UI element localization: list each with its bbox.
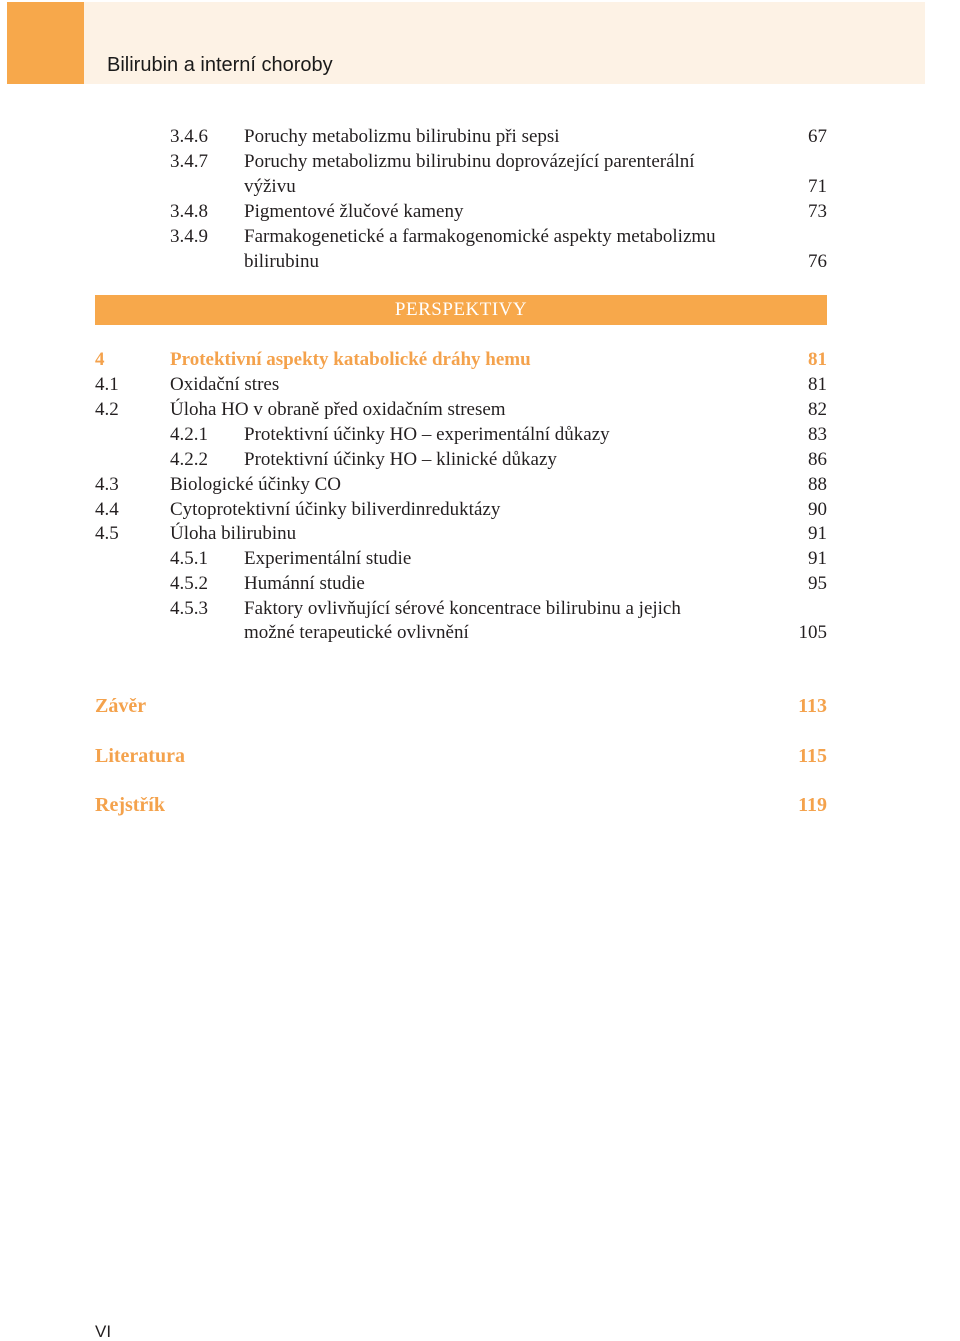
toc-entry-conclusion[interactable] bbox=[95, 693, 827, 719]
toc-page: 95 bbox=[808, 573, 827, 594]
toc-number: 4.1 bbox=[95, 374, 119, 395]
toc-page: 105 bbox=[798, 622, 827, 643]
toc-number: 3.4.8 bbox=[170, 201, 208, 222]
toc-number: 4.2.2 bbox=[170, 449, 208, 470]
toc-entry-index[interactable] bbox=[95, 792, 827, 818]
toc-number: 4.2 bbox=[95, 399, 119, 420]
toc-title: Protektivní aspekty katabolické dráhy hemu bbox=[170, 349, 531, 370]
toc-title: Protektivní účinky HO – klinické důkazy bbox=[244, 449, 557, 470]
toc-title: Závěr bbox=[95, 695, 147, 717]
toc-entry-3-4-7-continued[interactable] bbox=[95, 174, 827, 199]
toc-entry-4-5-2[interactable] bbox=[95, 571, 827, 596]
toc-page: 73 bbox=[808, 201, 827, 222]
toc-entry-3-4-9[interactable] bbox=[95, 224, 827, 249]
toc-title: Poruchy metabolizmu bilirubinu doprovázející parenterální bbox=[244, 151, 695, 172]
toc-page: 67 bbox=[808, 126, 827, 147]
toc-number: 3.4.7 bbox=[170, 151, 208, 172]
toc-page: 86 bbox=[808, 449, 827, 470]
toc-number: 3.4.6 bbox=[170, 126, 208, 147]
toc-number: 4.4 bbox=[95, 499, 119, 520]
toc-number: 4.5.1 bbox=[170, 548, 208, 569]
toc-entry-3-4-9-continued[interactable] bbox=[95, 249, 827, 274]
toc-page: 82 bbox=[808, 399, 827, 420]
toc-page: 81 bbox=[808, 374, 827, 395]
toc-entry-4-2-2[interactable] bbox=[95, 447, 827, 472]
toc-page: 71 bbox=[808, 176, 827, 197]
toc-page: 88 bbox=[808, 474, 827, 495]
toc-entry-4-5-3[interactable] bbox=[95, 596, 827, 621]
toc-entry-literature[interactable] bbox=[95, 743, 827, 769]
toc-number: 4.5.2 bbox=[170, 573, 208, 594]
toc-entry-3-4-8[interactable] bbox=[95, 199, 827, 224]
toc-entry-4-1[interactable] bbox=[95, 372, 827, 397]
toc-title: možné terapeutické ovlivnění bbox=[244, 622, 469, 643]
toc-number: 3.4.9 bbox=[170, 226, 208, 247]
part-heading: PERSPEKTIVY bbox=[95, 295, 827, 325]
toc-title: Humánní studie bbox=[244, 573, 365, 594]
toc-title: Farmakogenetické a farmakogenomické aspekty metabolizmu bbox=[244, 226, 716, 247]
toc-title: Literatura bbox=[95, 745, 185, 767]
toc-entry-3-4-7[interactable] bbox=[95, 149, 827, 174]
page-number: VI bbox=[95, 1322, 112, 1341]
toc-title: Faktory ovlivňující sérové koncentrace bilirubinu a jejich bbox=[244, 598, 681, 619]
toc-page: 91 bbox=[808, 548, 827, 569]
toc-number: 4 bbox=[95, 349, 105, 370]
toc-entry-4-4[interactable] bbox=[95, 497, 827, 522]
toc-entry-4-2-1[interactable] bbox=[95, 422, 827, 447]
toc-entry-4-5-1[interactable] bbox=[95, 546, 827, 571]
toc-entry-4-3[interactable] bbox=[95, 472, 827, 497]
toc-page: 83 bbox=[808, 424, 827, 445]
toc-chapter-4[interactable] bbox=[95, 347, 827, 372]
toc-page: 90 bbox=[808, 499, 827, 520]
running-head: Bilirubin a interní choroby bbox=[107, 54, 333, 76]
toc-number: 4.5.3 bbox=[170, 598, 208, 619]
toc-title: Biologické účinky CO bbox=[170, 474, 341, 495]
toc-title: Poruchy metabolizmu bilirubinu při sepsi bbox=[244, 126, 560, 147]
toc-title: Cytoprotektivní účinky biliverdinreduktázy bbox=[170, 499, 501, 520]
toc-title: Experimentální studie bbox=[244, 548, 412, 569]
toc-entry-4-5-3-continued[interactable] bbox=[95, 620, 827, 645]
toc-page: 115 bbox=[798, 745, 827, 767]
toc-number: 4.2.1 bbox=[170, 424, 208, 445]
toc-title: Pigmentové žlučové kameny bbox=[244, 201, 464, 222]
toc-title: Rejstřík bbox=[95, 794, 165, 816]
toc-entry-3-4-6[interactable] bbox=[95, 124, 827, 149]
toc-page: 91 bbox=[808, 523, 827, 544]
toc-title: výživu bbox=[244, 176, 296, 197]
toc-title: bilirubinu bbox=[244, 251, 319, 272]
toc-number: 4.3 bbox=[95, 474, 119, 495]
header-accent-tab bbox=[7, 2, 84, 84]
toc-page: 119 bbox=[798, 794, 827, 816]
toc-entry-4-5[interactable] bbox=[95, 521, 827, 546]
toc-entry-4-2[interactable] bbox=[95, 397, 827, 422]
toc-page: 81 bbox=[808, 349, 827, 370]
toc-title: Úloha bilirubinu bbox=[170, 523, 297, 544]
toc-title: Oxidační stres bbox=[170, 374, 280, 395]
toc-title: Úloha HO v obraně před oxidačním stresem bbox=[170, 399, 506, 420]
toc-page: 76 bbox=[808, 251, 827, 272]
toc-title: Protektivní účinky HO – experimentální důkazy bbox=[244, 424, 610, 445]
toc-page: 113 bbox=[798, 695, 827, 717]
toc-number: 4.5 bbox=[95, 523, 119, 544]
